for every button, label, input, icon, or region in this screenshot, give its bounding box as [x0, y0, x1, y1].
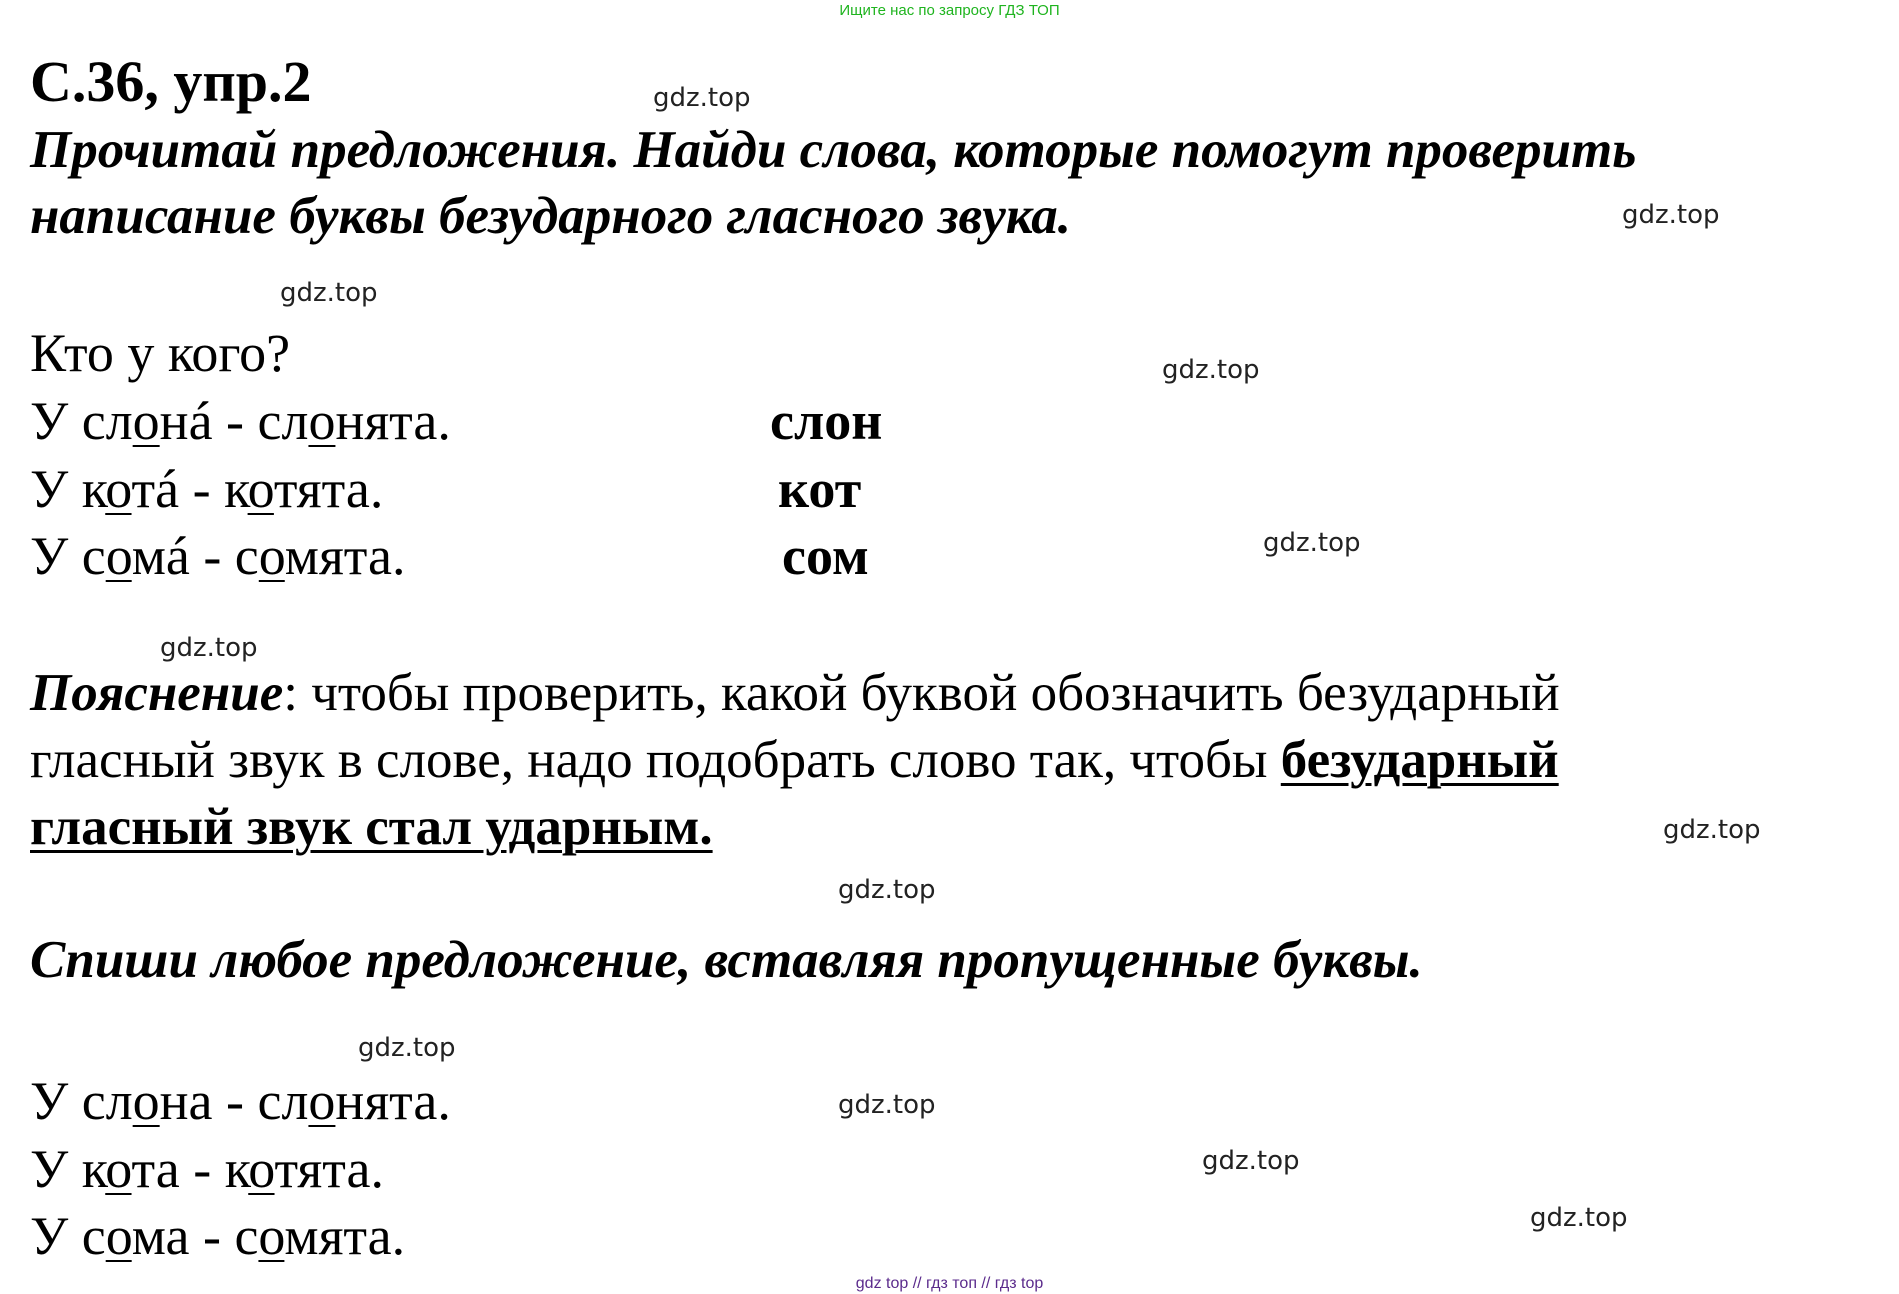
watermark: gdz.top [838, 1090, 936, 1120]
watermark: gdz.top [1622, 200, 1720, 230]
footer-links[interactable]: gdz top // гдз топ // гдз top [855, 1275, 1044, 1292]
watermark: gdz.top [160, 633, 258, 663]
task-2-instruction: Спиши любое предложение, вставляя пропущенные буквы. [30, 931, 1423, 989]
poem-line: У сомá - сомята. [30, 526, 406, 586]
watermark: gdz.top [838, 875, 936, 905]
watermark: gdz.top [1202, 1146, 1300, 1176]
explanation-line-3: гласный звук стал ударным. [30, 798, 713, 856]
poem-heading: Кто у кого? [30, 323, 291, 383]
poem-line: У слонá - слонята. [30, 391, 451, 451]
watermark: gdz.top [653, 83, 751, 113]
check-word: кот [778, 459, 862, 519]
watermark: gdz.top [1663, 815, 1761, 845]
check-word: сом [782, 526, 869, 586]
watermark: gdz.top [1162, 355, 1260, 385]
watermark: gdz.top [1263, 528, 1361, 558]
task-instruction-line-1: Прочитай предложения. Найди слова, которые помогут проверить [30, 121, 1637, 179]
task-instruction-line-2: написание буквы безударного гласного звука. [30, 187, 1072, 245]
answer-line: У кота - котята. [30, 1139, 384, 1199]
answer-line: У слона - слонята. [30, 1071, 451, 1131]
answer-line: У сома - сомята. [30, 1206, 406, 1266]
watermark: gdz.top [358, 1033, 456, 1063]
poem-line: У котá - котята. [30, 459, 384, 519]
check-word: слон [770, 391, 883, 451]
watermark: gdz.top [280, 278, 378, 308]
explanation-line-2: гласный звук в слове, надо подобрать слово так, чтобы безударный [30, 731, 1559, 789]
top-banner-link[interactable]: Ищите нас по запросу ГДЗ ТОП [839, 2, 1060, 19]
explanation-line-1: Пояснение: чтобы проверить, какой буквой обозначить безударный [30, 664, 1560, 722]
page-title: С.36, упр.2 [30, 49, 312, 114]
watermark: gdz.top [1530, 1203, 1628, 1233]
